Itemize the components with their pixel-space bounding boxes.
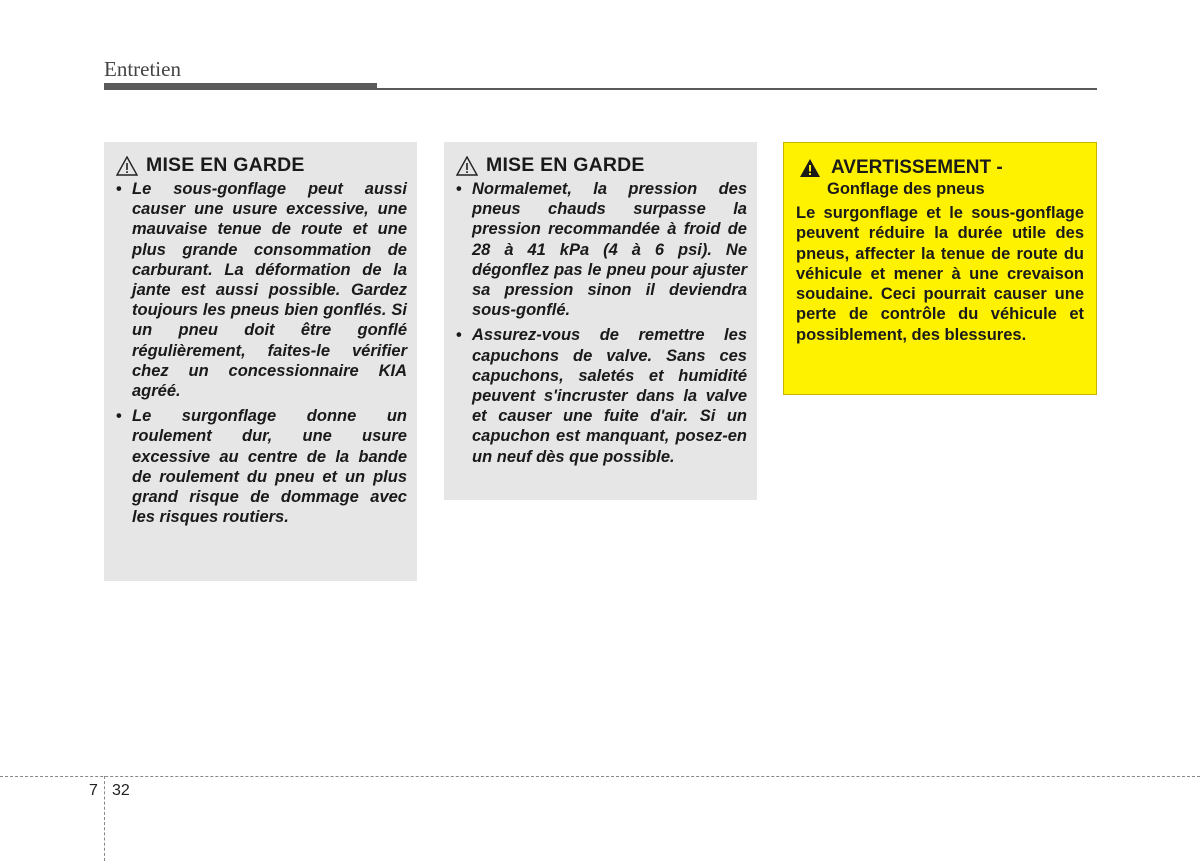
warning-title: AVERTISSEMENT - bbox=[831, 157, 1003, 178]
warning-heading bbox=[794, 157, 1086, 179]
warning-body: Le surgonflage et le sous-gonflage peuvent réduire la durée utile des pneus, affecter la tenue de route du véhicule et mener à une crevaison soudaine. Ceci pourrait causer une perte de contrôle du véhicule et possiblement, des blessures. bbox=[796, 204, 1084, 344]
footer-divider bbox=[0, 776, 1200, 777]
warning-triangle-icon bbox=[456, 156, 478, 176]
caution-heading bbox=[116, 154, 407, 177]
warning-triangle-icon bbox=[116, 156, 138, 176]
chapter-number: 7 bbox=[89, 782, 98, 799]
caution-box-1 bbox=[104, 142, 417, 581]
header-rule-thin bbox=[377, 88, 1097, 90]
warning-subtitle: Gonflage des pneus bbox=[827, 180, 985, 198]
footer-vertical-divider bbox=[104, 776, 105, 861]
caution-item: • Le surgonflage donne un roulement dur, une usure excessive au centre de la bande de roulement du pneu et un plus grand risque de dommage avec les risques routiers. bbox=[116, 406, 407, 527]
section-title: Entretien bbox=[104, 57, 181, 81]
page-number: 32 bbox=[112, 782, 130, 799]
warning-box bbox=[783, 142, 1097, 395]
warning-triangle-filled-icon bbox=[799, 158, 821, 178]
caution-title: MISE EN GARDE bbox=[146, 154, 305, 176]
caution-heading bbox=[456, 154, 747, 177]
caution-item: • Normalemet, la pression des pneus chauds surpasse la pression recommandée à froid de 28 à 41 kPa (4 à 6 psi). Ne dégonflez pas le pneu pour ajuster sa pression sinon il deviendra sous-gonflé. bbox=[456, 179, 747, 320]
caution-item: • Assurez-vous de remettre les capuchons de valve. Sans ces capuchons, saletés et humidité peuvent s'incruster dans la valve et causer une fuite d'air. Si un capuchon est manquant, posez-en un neuf dès que possible. bbox=[456, 325, 747, 466]
caution-title: MISE EN GARDE bbox=[486, 154, 645, 176]
caution-item: • Le sous-gonflage peut aussi causer une usure excessive, une mauvaise tenue de route et une plus grande consommation de carburant. La déformation de la jante est aussi possible. Gardez toujours les pneus bien gonflés. Si un pneu doit être gonflé régulièrement, faites-le vérifier chez un concessionnaire KIA agréé. bbox=[116, 179, 407, 401]
header-rule-thick bbox=[104, 83, 377, 90]
caution-box-2 bbox=[444, 142, 757, 500]
